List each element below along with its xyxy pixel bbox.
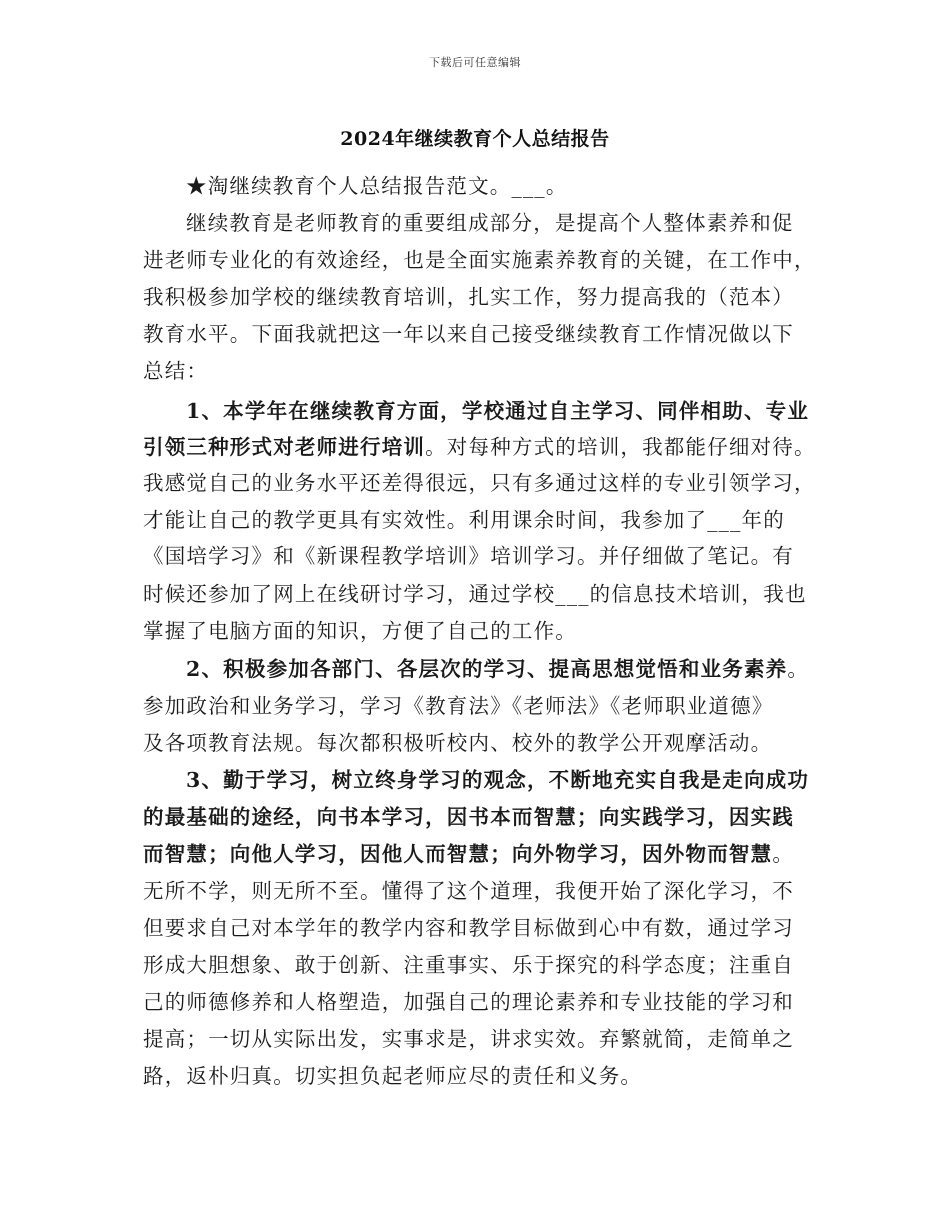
text-line: 参加政治和业务学习，学习《教育法》《老师法》《老师职业道德》 [143, 694, 774, 718]
text-line: 继续教育是老师教育的重要组成部分，是提高个人整体素养和促 [186, 211, 794, 235]
text-line: 形成大胆想象、敢于创新、注重事实、乐于探究的科学态度；注重自 [143, 953, 794, 977]
text-line: 及各项教育法规。每次都积极听校内、校外的教学公开观摩活动。 [143, 731, 773, 755]
text-line: 无所不学，则无所不至。懂得了这个道理，我便开始了深化学习，不 [143, 879, 794, 903]
text-line: 才能让自己的教学更具有实效性。利用课余时间，我参加了___年的 [143, 508, 785, 532]
text-line: 2、积极参加各部门、各层次的学习、提高思想觉悟和业务素养。 [186, 657, 810, 681]
text-line: 1、本学年在继续教育方面，学校通过自主学习、同伴相助、专业 [186, 399, 810, 423]
text-line: 我积极参加学校的继续教育培训，扎实工作，努力提高我的（范本） [143, 285, 794, 309]
text-line: 路，返朴归真。切实担负起老师应尽的责任和义务。 [143, 1064, 643, 1088]
text-line: 掌握了电脑方面的知识，方便了自己的工作。 [143, 619, 577, 643]
text-line: 教育水平。下面我就把这一年以来自己接受继续教育工作情况做以下 [143, 322, 794, 346]
text-line: 我感觉自己的业务水平还差得很远，只有多通过这样的专业引领学习， [143, 471, 816, 495]
text-line: 时候还参加了网上在线研讨学习，通过学校___的信息技术培训，我也 [143, 582, 807, 606]
text-line: 3、勤于学习，树立终身学习的观念，不断地充实自我是走向成功 [186, 768, 810, 792]
text-line: ★淘继续教育个人总结报告范文。___。 [186, 174, 568, 198]
text-line: 但要求自己对本学年的教学内容和教学目标做到心中有数，通过学习 [143, 916, 794, 940]
text-line: 进老师专业化的有效途经，也是全面实施素养教育的关键，在工作中， [143, 248, 816, 272]
text-line: 《国培学习》和《新课程教学培训》培训学习。并仔细做了笔记。有 [143, 544, 794, 568]
text-line: 己的师德修养和人格塑造，加强自己的理论素养和专业技能的学习和 [143, 990, 794, 1014]
text-line: 提高；一切从实际出发，实事求是，讲求实效。弃繁就简，走简单之 [143, 1027, 794, 1051]
text-line: 而智慧；向他人学习，因他人而智慧；向外物学习，因外物而智慧。 [143, 842, 795, 866]
document-title: 2024年继续教育个人总结报告 [340, 128, 610, 150]
text-line: 引领三种形式对老师进行培训。对每种方式的培训，我都能仔细对待。 [143, 435, 816, 459]
text-line: 的最基础的途经，向书本学习，因书本而智慧；向实践学习，因实践 [143, 805, 794, 829]
text-line: 总结： [143, 359, 209, 383]
header-note: 下载后可任意编辑 [429, 56, 521, 69]
